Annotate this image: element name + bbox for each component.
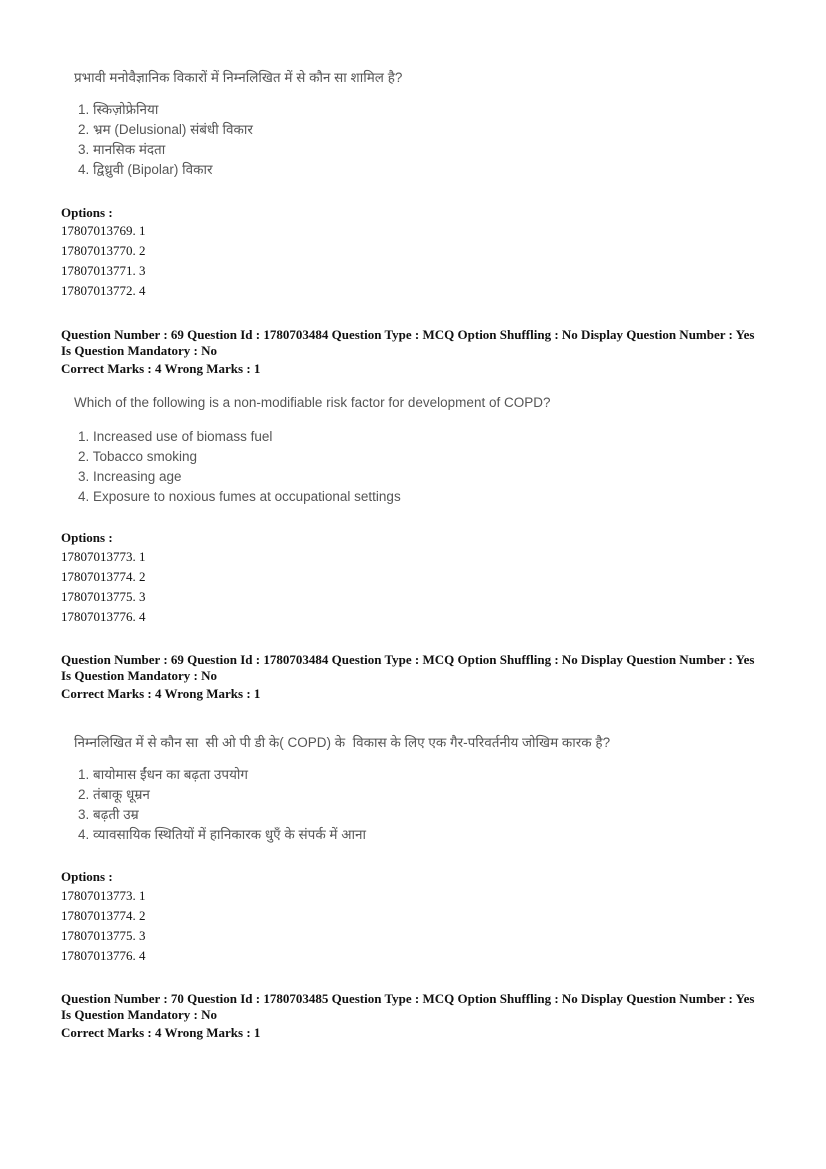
answer-choices	[78, 100, 253, 180]
option-id: 17807013774. 2	[61, 569, 146, 584]
choice: 3. Increasing age	[78, 469, 182, 484]
question-meta: Question Number : 69 Question Id : 1780703484 Question Type : MCQ Option Shuffling : No Display Question Number : Yes	[61, 327, 755, 342]
mandatory-meta: Is Question Mandatory : No	[61, 1007, 218, 1022]
question-text: Which of the following is a non-modifiable risk factor for development of COPD?	[74, 395, 551, 410]
option-id: 17807013769. 1	[61, 223, 146, 238]
option-list	[61, 886, 146, 966]
question-header	[61, 991, 754, 1041]
mandatory-meta: Is Question Mandatory : No	[61, 343, 218, 358]
option-id: 17807013776. 4	[61, 609, 146, 624]
question-meta: Question Number : 69 Question Id : 1780703484 Question Type : MCQ Option Shuffling : No Display Question Number : Yes	[61, 652, 755, 667]
question-text: निम्नलिखित में से कौन सा सी ओ पी डी के( COPD) के विकास के लिए एक गैर-परिवर्तनीय जोखिम कारक है?	[74, 735, 611, 750]
marks-meta: Correct Marks : 4 Wrong Marks : 1	[61, 1025, 261, 1040]
choice: 4. व्यावसायिक स्थितियों में हानिकारक धुएँ के संपर्क में आना	[78, 827, 367, 842]
choice: 4. Exposure to noxious fumes at occupational settings	[78, 489, 401, 504]
choice: 3. बढ़ती उम्र	[78, 807, 139, 822]
question-header	[61, 652, 754, 702]
option-id: 17807013774. 2	[61, 908, 146, 923]
choice: 1. स्किज़ोफ्रेनिया	[78, 102, 159, 117]
options-label: Options :	[61, 205, 113, 220]
options-label: Options :	[61, 530, 113, 545]
option-id: 17807013775. 3	[61, 928, 146, 943]
option-id: 17807013772. 4	[61, 283, 146, 298]
option-list	[61, 221, 146, 301]
option-id: 17807013773. 1	[61, 549, 146, 564]
choice: 2. Tobacco smoking	[78, 449, 198, 464]
choice: 2. भ्रम (Delusional) संबंधी विकार	[78, 122, 253, 137]
option-id: 17807013775. 3	[61, 589, 146, 604]
choice: 3. मानसिक मंदता	[78, 142, 166, 157]
choice: 1. Increased use of biomass fuel	[78, 429, 273, 444]
options-label: Options :	[61, 869, 113, 884]
option-id: 17807013776. 4	[61, 948, 146, 963]
marks-meta: Correct Marks : 4 Wrong Marks : 1	[61, 686, 261, 701]
choice: 4. द्विध्रुवी (Bipolar) विकार	[78, 162, 213, 177]
option-id: 17807013770. 2	[61, 243, 146, 258]
choice: 1. बायोमास ईंधन का बढ़ता उपयोग	[78, 767, 249, 782]
answer-choices	[78, 765, 366, 845]
question-text: प्रभावी मनोवैज्ञानिक विकारों में निम्नलिखित में से कौन सा शामिल है?	[74, 70, 403, 85]
mandatory-meta: Is Question Mandatory : No	[61, 668, 218, 683]
question-meta: Question Number : 70 Question Id : 1780703485 Question Type : MCQ Option Shuffling : No Display Question Number : Yes	[61, 991, 755, 1006]
choice: 2. तंबाकू धूम्रन	[78, 787, 150, 802]
question-header	[61, 327, 754, 377]
option-id: 17807013771. 3	[61, 263, 146, 278]
option-id: 17807013773. 1	[61, 888, 146, 903]
option-list	[61, 547, 146, 627]
marks-meta: Correct Marks : 4 Wrong Marks : 1	[61, 361, 261, 376]
answer-choices	[78, 427, 401, 507]
